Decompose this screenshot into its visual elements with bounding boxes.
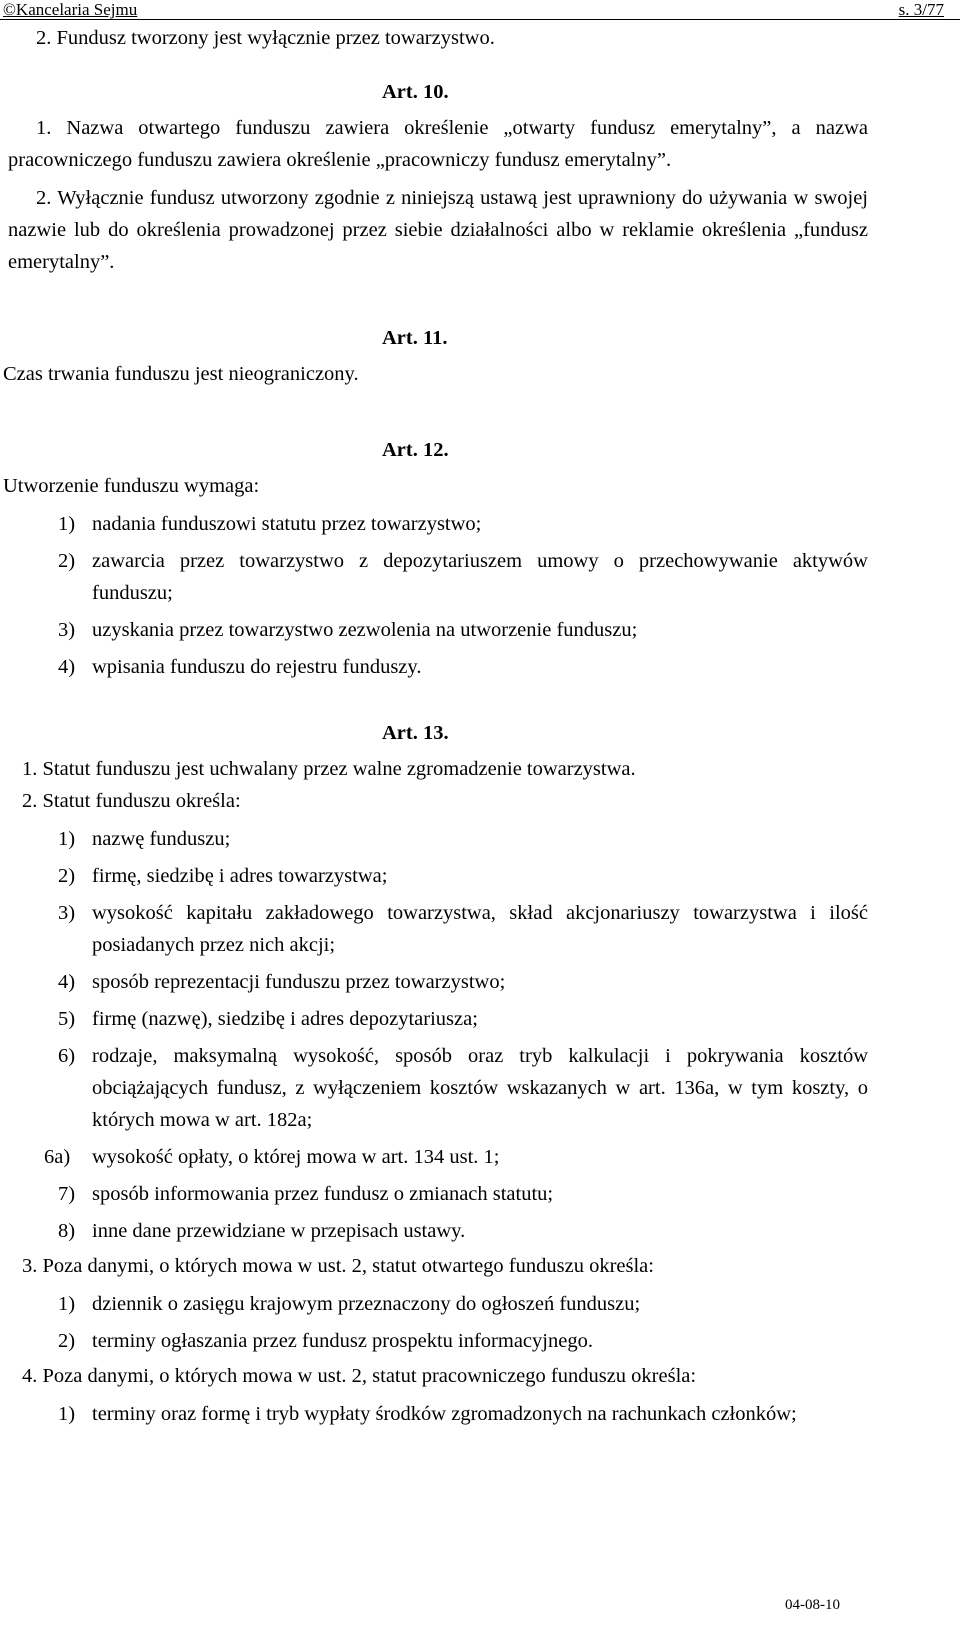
list-item-text: nazwę funduszu; <box>92 828 231 850</box>
article-heading: Art. 11. <box>382 327 448 349</box>
list-item-text: wysokość kapitału zakładowego towarzystwa, skład akcjonariuszy towarzystwa i ilość posiadanych przez nich akcji; <box>92 902 868 956</box>
list-item-number: 1) <box>58 513 76 535</box>
document-body <box>0 22 868 1435</box>
list-item <box>0 1288 868 1320</box>
list-item-number: 2) <box>58 550 76 572</box>
list-item <box>0 545 868 609</box>
list-item <box>0 651 868 683</box>
list-item-text: inne dane przewidziane w przepisach ustawy. <box>92 1220 466 1242</box>
list-item-number: 1) <box>58 828 76 850</box>
list-item <box>0 1325 868 1357</box>
list-item-number: 2) <box>58 1330 76 1352</box>
copyright-symbol: © <box>3 0 16 19</box>
publisher-name: Kancelaria Sejmu <box>15 0 138 19</box>
paragraph: 2. Wyłącznie fundusz utworzony zgodnie z niniejszą ustawą jest uprawniony do używania w swojej nazwie lub do określenia prowadzonej przez siebie działalności albo w reklamie określenia „fundusz emerytalny”. <box>8 187 868 273</box>
paragraph: 2. Fundusz tworzony jest wyłącznie przez towarzystwo. <box>36 27 495 49</box>
list-item <box>0 614 868 646</box>
list-item-number: 4) <box>58 656 76 678</box>
list-item <box>0 860 868 892</box>
list-item <box>0 508 868 540</box>
list-item-text: zawarcia przez towarzystwo z depozytariuszem umowy o przechowywanie aktywów funduszu; <box>92 550 868 604</box>
list-item <box>0 1178 868 1210</box>
list-item-number: 6) <box>58 1045 76 1067</box>
paragraph: Czas trwania funduszu jest nieograniczony. <box>3 363 359 385</box>
list-item <box>0 1003 868 1035</box>
header-publisher <box>3 0 137 20</box>
paragraph: 2. Statut funduszu określa: <box>22 790 241 812</box>
list-item <box>0 1215 868 1247</box>
list-item-number: 1) <box>58 1293 76 1315</box>
article-heading: Art. 10. <box>382 81 449 103</box>
list-item <box>0 1398 868 1430</box>
list-item-text: dziennik o zasięgu krajowym przeznaczony do ogłoszeń funduszu; <box>92 1293 641 1315</box>
page-number: s. 3/77 <box>898 0 944 19</box>
list-item <box>0 1040 868 1136</box>
paragraph: 1. Nazwa otwartego funduszu zawiera określenie „otwarty fundusz emerytalny”, a nazwa pracowniczego funduszu zawiera określenie „pracowniczy fundusz emerytalny”. <box>8 117 868 171</box>
list-item-text: nadania funduszowi statutu przez towarzystwo; <box>92 513 482 535</box>
footer-date: 04-08-10 <box>785 1597 840 1613</box>
list-item-number: 7) <box>58 1183 76 1205</box>
list-item <box>0 966 868 998</box>
list-item-number: 3) <box>58 619 76 641</box>
list-item <box>0 1141 868 1173</box>
list-item-text: firmę, siedzibę i adres towarzystwa; <box>92 865 388 887</box>
list-item-text: terminy oraz formę i tryb wypłaty środków zgromadzonych na rachunkach członków; <box>92 1403 797 1425</box>
list-item-number: 5) <box>58 1008 76 1030</box>
list-item-number: 2) <box>58 865 76 887</box>
paragraph: Utworzenie funduszu wymaga: <box>3 475 260 497</box>
list-item-number: 3) <box>58 902 76 924</box>
header-rule <box>0 19 960 20</box>
list-item-text: firmę (nazwę), siedzibę i adres depozytariusza; <box>92 1008 478 1030</box>
list-item <box>0 823 868 855</box>
list-item-text: wysokość opłaty, o której mowa w art. 134 ust. 1; <box>92 1146 500 1168</box>
list-item-text: rodzaje, maksymalną wysokość, sposób oraz tryb kalkulacji i pokrywania kosztów obciążających fundusz, z wyłączeniem kosztów wskazanych w art. 136a, w tym koszty, o których mowa w art. 182a; <box>92 1045 868 1131</box>
paragraph: 3. Poza danymi, o których mowa w ust. 2, statut otwartego funduszu określa: <box>22 1255 654 1277</box>
paragraph: 1. Statut funduszu jest uchwalany przez walne zgromadzenie towarzystwa. <box>22 758 636 780</box>
paragraph: 4. Poza danymi, o których mowa w ust. 2, statut pracowniczego funduszu określa: <box>22 1365 697 1387</box>
list-item-number: 8) <box>58 1220 76 1242</box>
article-heading: Art. 12. <box>382 439 449 461</box>
list-item-text: sposób reprezentacji funduszu przez towarzystwo; <box>92 971 506 993</box>
list-item-text: sposób informowania przez fundusz o zmianach statutu; <box>92 1183 554 1205</box>
article-heading: Art. 13. <box>382 722 449 744</box>
list-item <box>0 897 868 961</box>
list-item-number: 1) <box>58 1403 76 1425</box>
list-item-number: 4) <box>58 971 76 993</box>
list-item-text: uzyskania przez towarzystwo zezwolenia na utworzenie funduszu; <box>92 619 638 641</box>
list-item-text: wpisania funduszu do rejestru funduszy. <box>92 656 422 678</box>
list-item-number: 6a) <box>44 1146 71 1168</box>
list-item-text: terminy ogłaszania przez fundusz prospektu informacyjnego. <box>92 1330 593 1352</box>
